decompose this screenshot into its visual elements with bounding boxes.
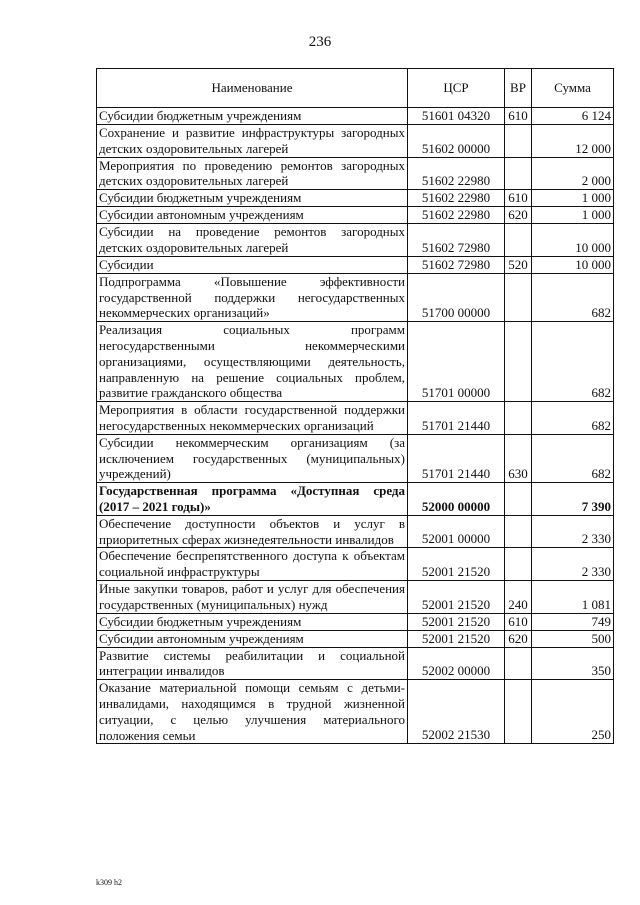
table-row	[97, 108, 614, 125]
row-sum: 250	[532, 680, 614, 744]
row-name: Мероприятия в области государственной поддержки негосударственных некоммерческих организаций	[97, 402, 408, 435]
row-sum: 7 390	[532, 483, 614, 516]
table-row	[97, 190, 614, 207]
row-csr: 52000 00000	[408, 483, 505, 516]
header-csr: ЦСР	[408, 69, 505, 108]
table-row	[97, 580, 614, 613]
row-name: Иные закупки товаров, работ и услуг для обеспечения государственных (муниципальных) нужд	[97, 580, 408, 613]
row-vr	[505, 515, 532, 548]
row-name: Субсидии	[97, 256, 408, 273]
table-row	[97, 647, 614, 680]
row-vr	[505, 322, 532, 402]
row-vr: 240	[505, 580, 532, 613]
row-sum: 10 000	[532, 224, 614, 257]
row-sum: 2 000	[532, 157, 614, 190]
row-sum: 2 330	[532, 515, 614, 548]
row-vr: 610	[505, 613, 532, 630]
row-csr: 51701 00000	[408, 322, 505, 402]
row-name: Субсидии бюджетным учреждениям	[97, 190, 408, 207]
row-sum: 1 000	[532, 190, 614, 207]
table-row	[97, 157, 614, 190]
table-row	[97, 224, 614, 257]
row-vr	[505, 273, 532, 321]
table-row	[97, 680, 614, 744]
row-sum: 6 124	[532, 108, 614, 125]
row-csr: 51602 72980	[408, 224, 505, 257]
row-sum: 682	[532, 273, 614, 321]
row-name: Субсидии автономным учреждениям	[97, 207, 408, 224]
row-sum: 350	[532, 647, 614, 680]
header-name: Наименование	[97, 69, 408, 108]
row-vr: 520	[505, 256, 532, 273]
table-row	[97, 125, 614, 158]
table-row	[97, 548, 614, 581]
row-vr	[505, 483, 532, 516]
row-name: Субсидии бюджетным учреждениям	[97, 613, 408, 630]
row-name: Сохранение и развитие инфраструктуры загородных детских оздоровительных лагерей	[97, 125, 408, 158]
row-sum: 682	[532, 434, 614, 482]
row-vr	[505, 647, 532, 680]
row-csr: 51602 22980	[408, 207, 505, 224]
table-row	[97, 207, 614, 224]
row-name: Субсидии бюджетным учреждениям	[97, 108, 408, 125]
row-vr	[505, 548, 532, 581]
row-name: Обеспечение беспрепятственного доступа к объектам социальной инфраструктуры	[97, 548, 408, 581]
row-name: Обеспечение доступности объектов и услуг в приоритетных сферах жизнедеятельности инвалидов	[97, 515, 408, 548]
row-sum: 1 081	[532, 580, 614, 613]
row-sum: 682	[532, 322, 614, 402]
row-csr: 52001 21520	[408, 548, 505, 581]
row-vr	[505, 402, 532, 435]
row-sum: 500	[532, 630, 614, 647]
row-vr: 620	[505, 630, 532, 647]
row-vr	[505, 157, 532, 190]
row-name: Субсидии на проведение ремонтов загородных детских оздоровительных лагерей	[97, 224, 408, 257]
row-sum: 12 000	[532, 125, 614, 158]
header-sum: Сумма	[532, 69, 614, 108]
row-csr: 51602 00000	[408, 125, 505, 158]
row-csr: 51700 00000	[408, 273, 505, 321]
row-csr: 52001 00000	[408, 515, 505, 548]
row-csr: 51701 21440	[408, 402, 505, 435]
row-name: Реализация социальных программ негосударственными некоммерческими организациями, осуществляющими деятельность, направленную на решение социальных проблем, развитие гражданского общества	[97, 322, 408, 402]
footer-code: k309 h2	[96, 878, 122, 887]
table-row	[97, 613, 614, 630]
row-csr: 52002 00000	[408, 647, 505, 680]
table-row	[97, 322, 614, 402]
row-csr: 51602 22980	[408, 157, 505, 190]
row-vr	[505, 680, 532, 744]
header-vr: ВР	[505, 69, 532, 108]
row-vr: 630	[505, 434, 532, 482]
table-row	[97, 483, 614, 516]
page-number: 236	[308, 34, 332, 50]
row-vr	[505, 224, 532, 257]
row-name: Субсидии автономным учреждениям	[97, 630, 408, 647]
table-row	[97, 434, 614, 482]
row-vr	[505, 125, 532, 158]
row-sum: 1 000	[532, 207, 614, 224]
row-name: Государственная программа «Доступная среда (2017 – 2021 годы)»	[97, 483, 408, 516]
row-vr: 610	[505, 190, 532, 207]
table-body	[97, 108, 614, 744]
row-sum: 682	[532, 402, 614, 435]
row-vr: 620	[505, 207, 532, 224]
row-sum: 10 000	[532, 256, 614, 273]
table-header-row	[97, 69, 614, 108]
row-name: Оказание материальной помощи семьям с детьми-инвалидами, находящимся в трудной жизненной ситуации, с целью улучшения материального положения семьи	[97, 680, 408, 744]
table-row	[97, 630, 614, 647]
row-csr: 52001 21520	[408, 630, 505, 647]
row-sum: 2 330	[532, 548, 614, 581]
row-name: Развитие системы реабилитации и социальной интеграции инвалидов	[97, 647, 408, 680]
row-name: Мероприятия по проведению ремонтов загородных детских оздоровительных лагерей	[97, 157, 408, 190]
row-csr: 51701 21440	[408, 434, 505, 482]
row-csr: 51602 22980	[408, 190, 505, 207]
table-row	[97, 515, 614, 548]
row-csr: 52001 21520	[408, 613, 505, 630]
row-csr: 51601 04320	[408, 108, 505, 125]
table-row	[97, 402, 614, 435]
row-csr: 51602 72980	[408, 256, 505, 273]
row-name: Подпрограмма «Повышение эффективности государственной поддержки негосударственных некоммерческих организаций»	[97, 273, 408, 321]
row-sum: 749	[532, 613, 614, 630]
row-vr: 610	[505, 108, 532, 125]
budget-table	[96, 68, 614, 744]
table-row	[97, 256, 614, 273]
row-csr: 52001 21520	[408, 580, 505, 613]
row-name: Субсидии некоммерческим организациям (за исключением государственных (муниципальных) учреждений)	[97, 434, 408, 482]
row-csr: 52002 21530	[408, 680, 505, 744]
table-row	[97, 273, 614, 321]
